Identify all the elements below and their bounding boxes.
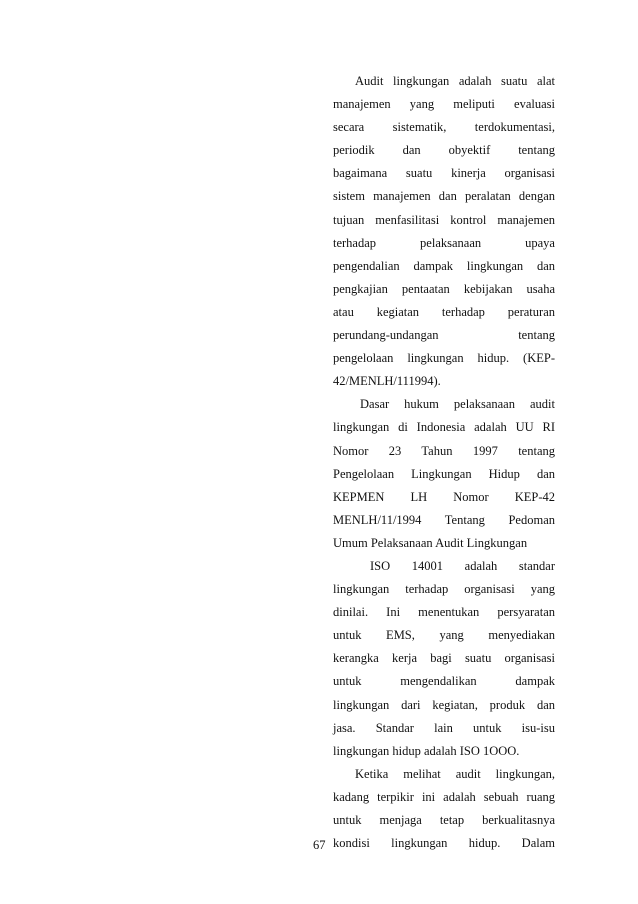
paragraph-3-line-1 <box>333 555 555 578</box>
line-text: pengendalian dampak lingkungan dan <box>333 258 555 273</box>
line-text: pengkajian pentaatan kebijakan usaha <box>333 281 555 296</box>
line-text: kerangka kerja bagi suatu organisasi <box>333 651 555 666</box>
paragraph-2-line-5 <box>333 486 555 509</box>
line-text: lingkungan hidup adalah ISO 1OOO. <box>333 743 520 758</box>
line-text: Dasar hukum pelaksanaan audit <box>360 397 555 412</box>
line-text: terhadap pelaksanaan upaya <box>333 235 555 250</box>
line-text: kadang terpikir ini adalah sebuah ruang <box>333 789 555 804</box>
paragraph-2-line-4 <box>333 463 555 486</box>
line-text: MENLH/11/1994 Tentang Pedoman <box>333 512 555 527</box>
line-text: atau kegiatan terhadap peraturan <box>333 304 555 319</box>
paragraph-2-line-6 <box>333 509 555 532</box>
paragraph-2-line-1 <box>333 393 555 416</box>
page-number: 67 <box>313 838 326 852</box>
line-text: Audit lingkungan adalah suatu alat <box>355 74 555 88</box>
paragraph-1-line-8 <box>333 232 555 255</box>
line-text: kondisi lingkungan hidup. Dalam <box>333 836 555 851</box>
paragraph-1-line-7 <box>333 209 555 232</box>
line-text: secara sistematik, terdokumentasi, <box>333 120 555 135</box>
line-text: periodik dan obyektif tentang <box>333 143 555 158</box>
paragraph-3-line-7 <box>333 694 555 717</box>
paragraph-1-line-12 <box>333 324 555 347</box>
line-text: Pengelolaan Lingkungan Hidup dan <box>333 466 555 481</box>
paragraph-4-line-3 <box>333 809 555 832</box>
line-text: perundang-undangan tentang <box>333 328 555 343</box>
paragraph-1-line-10 <box>333 278 555 301</box>
paragraph-3-line-6 <box>333 670 555 693</box>
paragraph-4-line-1 <box>333 763 555 786</box>
paragraph-3-line-3 <box>333 601 555 624</box>
paragraph-3-line-2 <box>333 578 555 601</box>
paragraph-1-line-5 <box>333 162 555 185</box>
line-text: KEPMEN LH Nomor KEP-42 <box>333 489 555 504</box>
line-text: Nomor 23 Tahun 1997 tentang <box>333 443 555 458</box>
line-text: untuk EMS, yang menyediakan <box>333 628 555 643</box>
paragraph-1-line-1 <box>333 70 555 93</box>
paragraph-2-line-2 <box>333 416 555 439</box>
paragraph-1-line-2 <box>333 93 555 116</box>
paragraph-3-line-5 <box>333 647 555 670</box>
line-text: untuk mengendalikan dampak <box>333 674 555 689</box>
paragraph-1-line-4 <box>333 139 555 162</box>
line-text: jasa. Standar lain untuk isu-isu <box>333 720 555 735</box>
line-text: tujuan menfasilitasi kontrol manajemen <box>333 212 555 227</box>
line-text: dinilai. Ini menentukan persyaratan <box>333 605 555 620</box>
line-text: Ketika melihat audit lingkungan, <box>355 766 555 781</box>
paragraph-2-line-3 <box>333 440 555 463</box>
text-column <box>333 70 555 855</box>
line-text: bagaimana suatu kinerja organisasi <box>333 166 555 181</box>
paragraph-1-line-6 <box>333 185 555 208</box>
line-text: ISO 14001 adalah standar <box>370 558 555 573</box>
line-text: untuk menjaga tetap berkualitasnya <box>333 813 555 827</box>
line-text: pengelolaan lingkungan hidup. (KEP- <box>333 351 555 366</box>
paragraph-3-line-8 <box>333 717 555 740</box>
paragraph-3-line-4 <box>333 624 555 647</box>
line-text: Umum Pelaksanaan Audit Lingkungan <box>333 535 528 550</box>
paragraph-1-line-14 <box>333 370 555 393</box>
line-text: lingkungan terhadap organisasi yang <box>333 582 555 597</box>
paragraph-1-line-11 <box>333 301 555 324</box>
line-text: 42/MENLH/111994). <box>333 374 441 389</box>
line-text: sistem manajemen dan peralatan dengan <box>333 189 555 204</box>
paragraph-3-line-9 <box>333 740 555 763</box>
paragraph-1-line-13 <box>333 347 555 370</box>
line-text: lingkungan di Indonesia adalah UU RI <box>333 420 555 435</box>
paragraph-2-line-7 <box>333 532 555 555</box>
paragraph-4-line-4 <box>333 832 555 855</box>
line-text: manajemen yang meliputi evaluasi <box>333 97 555 112</box>
paragraph-1-line-9 <box>333 255 555 278</box>
paragraph-4-line-2 <box>333 786 555 809</box>
line-text: lingkungan dari kegiatan, produk dan <box>333 697 555 712</box>
paragraph-1-line-3 <box>333 116 555 139</box>
